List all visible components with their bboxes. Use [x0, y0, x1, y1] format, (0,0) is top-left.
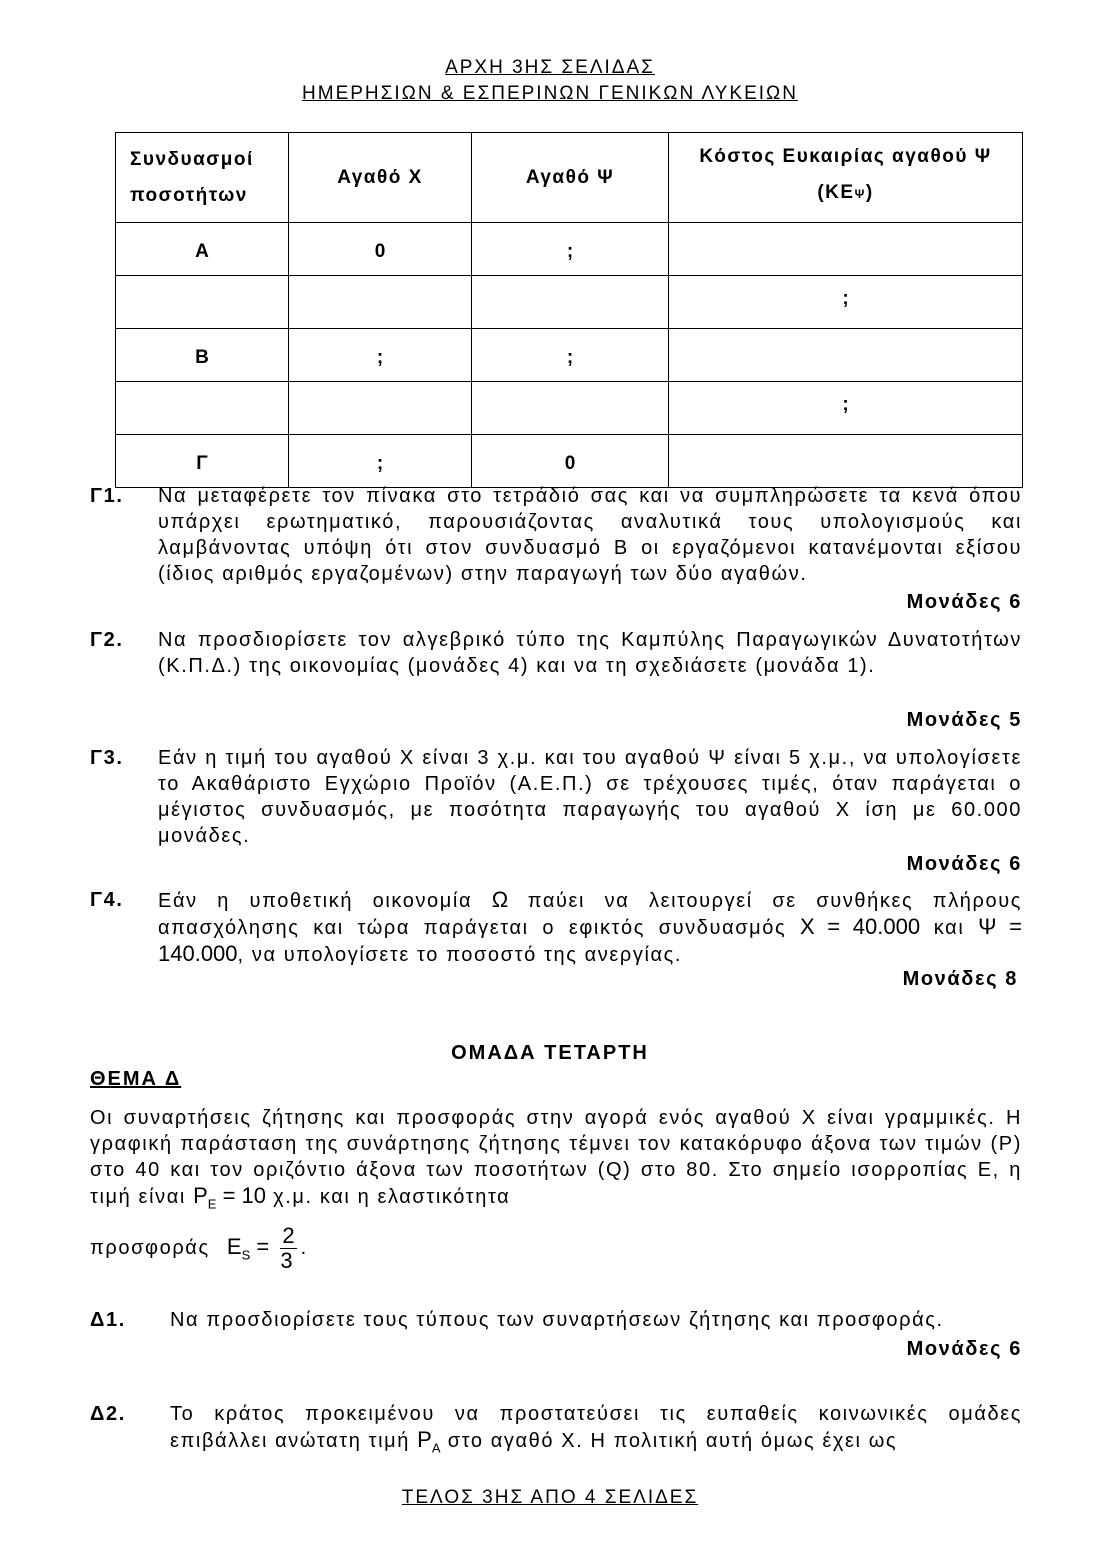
marks-g3: Μονάδες 6 [906, 853, 1022, 875]
table-cell: ; [472, 329, 669, 382]
x-expression: Χ = 40.000 [799, 914, 921, 939]
group-title: ΟΜΑΔΑ ΤΕΤΑΡΤΗ [451, 1042, 649, 1064]
header-good-psi: Αγαθό Ψ [472, 133, 669, 223]
omega-symbol: Ω [491, 887, 509, 912]
table-cell [289, 276, 472, 329]
intro-paragraph: Οι συναρτήσεις ζήτησης και προσφοράς στην αγορά ενός αγαθού Χ είναι γραμμικές. Η γραφική παράσταση της συνάρτησης ζήτησης τέμνει τον κατακόρυφο άξονα των τιμών (P) στο 40 και τον οριζόντιο άξονα των ποσοτήτων (Q) στο 80. Στο σημείο ισορροπίας Ε, η τιμή είναι $P_E = 10$ χ.μ. και η ελαστικότητα [90, 1107, 1022, 1212]
question-g3 [90, 745, 1022, 849]
question-text: Το κράτος προκειμένου να προστατεύσει τις ευπαθείς κοινωνικές ομάδες επιβάλλει ανώτατη τιμή $P_A$ στο αγαθό Χ. Η πολιτική αυτή όμως έχει ως [170, 1403, 1022, 1456]
question-text: Εάν η υποθετική οικονομία Ω παύει να λειτουργεί σε συνθήκες πλήρους απασχόλησης και τώρα παράγεται ο εφικτός συνδυασμός Χ = 40.000 και Ψ = 140.000, να υπολογίσετε το ποσοστό της ανεργίας. [158, 887, 1022, 966]
question-text: Εάν η τιμή του αγαθού Χ είναι 3 χ.μ. και του αγαθού Ψ είναι 5 χ.μ., να υπολογίσετε το Ακαθάριστο Εγχώριο Προϊόν (Α.Ε.Π.) σε τρέχουσες τιμές, όταν παράγεται ο μέγιστος συνδυασμός, με ποσότητα παραγωγής του αγαθού Χ ίση με 60.000 μονάδες. [158, 747, 1022, 847]
elasticity-fraction: $\frac{2}{3}$ [280, 1223, 295, 1273]
table-cell: ; [669, 276, 1023, 329]
pa-expression: $P_A$ [417, 1427, 441, 1456]
marks-g4: Μονάδες 8 [902, 968, 1018, 990]
marks-g2: Μονάδες 5 [906, 709, 1022, 731]
table-cell: ; [669, 382, 1023, 435]
question-label: Δ1. [90, 1309, 126, 1331]
page-footer: ΤΕΛΟΣ 3ΗΣ ΑΠΟ 4 ΣΕΛΙΔΕΣ [401, 1487, 699, 1508]
question-g2 [90, 627, 1022, 679]
table-row [116, 276, 1023, 329]
question-label: Γ3. [90, 747, 124, 769]
question-label: Γ1. [90, 485, 124, 507]
table-cell [472, 276, 669, 329]
question-text: Να προσδιορίσετε τον αλγεβρικό τύπο της Καμπύλης Παραγωγικών Δυνατοτήτων (Κ.Π.Δ.) της οικονομίας (μονάδες 4) και να τη σχεδιάσετε (μονάδα 1). [158, 629, 1022, 677]
table-row [116, 223, 1023, 276]
page-header-school: ΗΜΕΡΗΣΙΩΝ & ΕΣΠΕΡΙΝΩΝ ΓΕΝΙΚΩΝ ΛΥΚΕΙΩΝ [302, 83, 798, 104]
page-header-start: ΑΡΧΗ 3ΗΣ ΣΕΛΙΔΑΣ [445, 57, 655, 78]
table-cell [669, 223, 1023, 276]
table-cell [116, 382, 289, 435]
table-cell [116, 276, 289, 329]
table-cell: 0 [472, 435, 669, 488]
question-d1 [90, 1307, 1022, 1333]
thema-title: ΘΕΜΑ Δ [90, 1068, 182, 1090]
header-opportunity-cost: Κόστος Ευκαιρίας αγαθού Ψ (ΚΕΨ) [669, 133, 1023, 223]
question-label: Δ2. [90, 1403, 126, 1425]
table-cell: Β [116, 329, 289, 382]
marks-d1: Μονάδες 6 [906, 1338, 1022, 1360]
marks-g1: Μονάδες 6 [906, 591, 1022, 613]
header-good-x: Αγαθό Χ [289, 133, 472, 223]
table-row [116, 382, 1023, 435]
table-row [116, 435, 1023, 488]
table-row [116, 329, 1023, 382]
question-text: Να προσδιορίσετε τους τύπους των συναρτήσεων ζήτησης και προσφοράς. [170, 1309, 944, 1331]
table-cell: Γ [116, 435, 289, 488]
table-cell [289, 382, 472, 435]
table-cell: ; [472, 223, 669, 276]
question-label: Γ4. [90, 889, 124, 911]
table-header-row [116, 133, 1023, 223]
table-cell [669, 435, 1023, 488]
table-cell: Α [116, 223, 289, 276]
quantity-combinations-table [115, 132, 1023, 488]
table-cell [472, 382, 669, 435]
table-cell: ; [289, 329, 472, 382]
table-cell: 0 [289, 223, 472, 276]
intro-elasticity-line: προσφοράς $E_S$ = $\frac{2}{3}$ . [90, 1223, 308, 1273]
question-text: Να μεταφέρετε τον πίνακα στο τετράδιό σας και να συμπληρώσετε τα κενά όπου υπάρχει ερωτηματικό, παρουσιάζοντας αναλυτικά τους υπολογισμούς και λαμβάνοντας υπόψη ότι στον συνδυασμό Β οι εργαζόμενοι κατανέμονται εξίσου (ίδιος αριθμός εργαζομένων) στην παραγωγή των δύο αγαθών. [158, 485, 1022, 585]
pe-expression: $P_E = 10$ [193, 1183, 266, 1212]
question-g4 [90, 887, 1022, 968]
psi-expression: Ψ = 140.000 [158, 914, 1022, 966]
table-cell [669, 329, 1023, 382]
table-cell: ; [289, 435, 472, 488]
question-g1 [90, 483, 1022, 587]
header-combinations: Συνδυασμοί ποσοτήτων [116, 133, 289, 223]
es-expression: $E_S$ = [226, 1233, 270, 1263]
question-d2 [90, 1401, 1022, 1461]
question-label: Γ2. [90, 629, 124, 651]
